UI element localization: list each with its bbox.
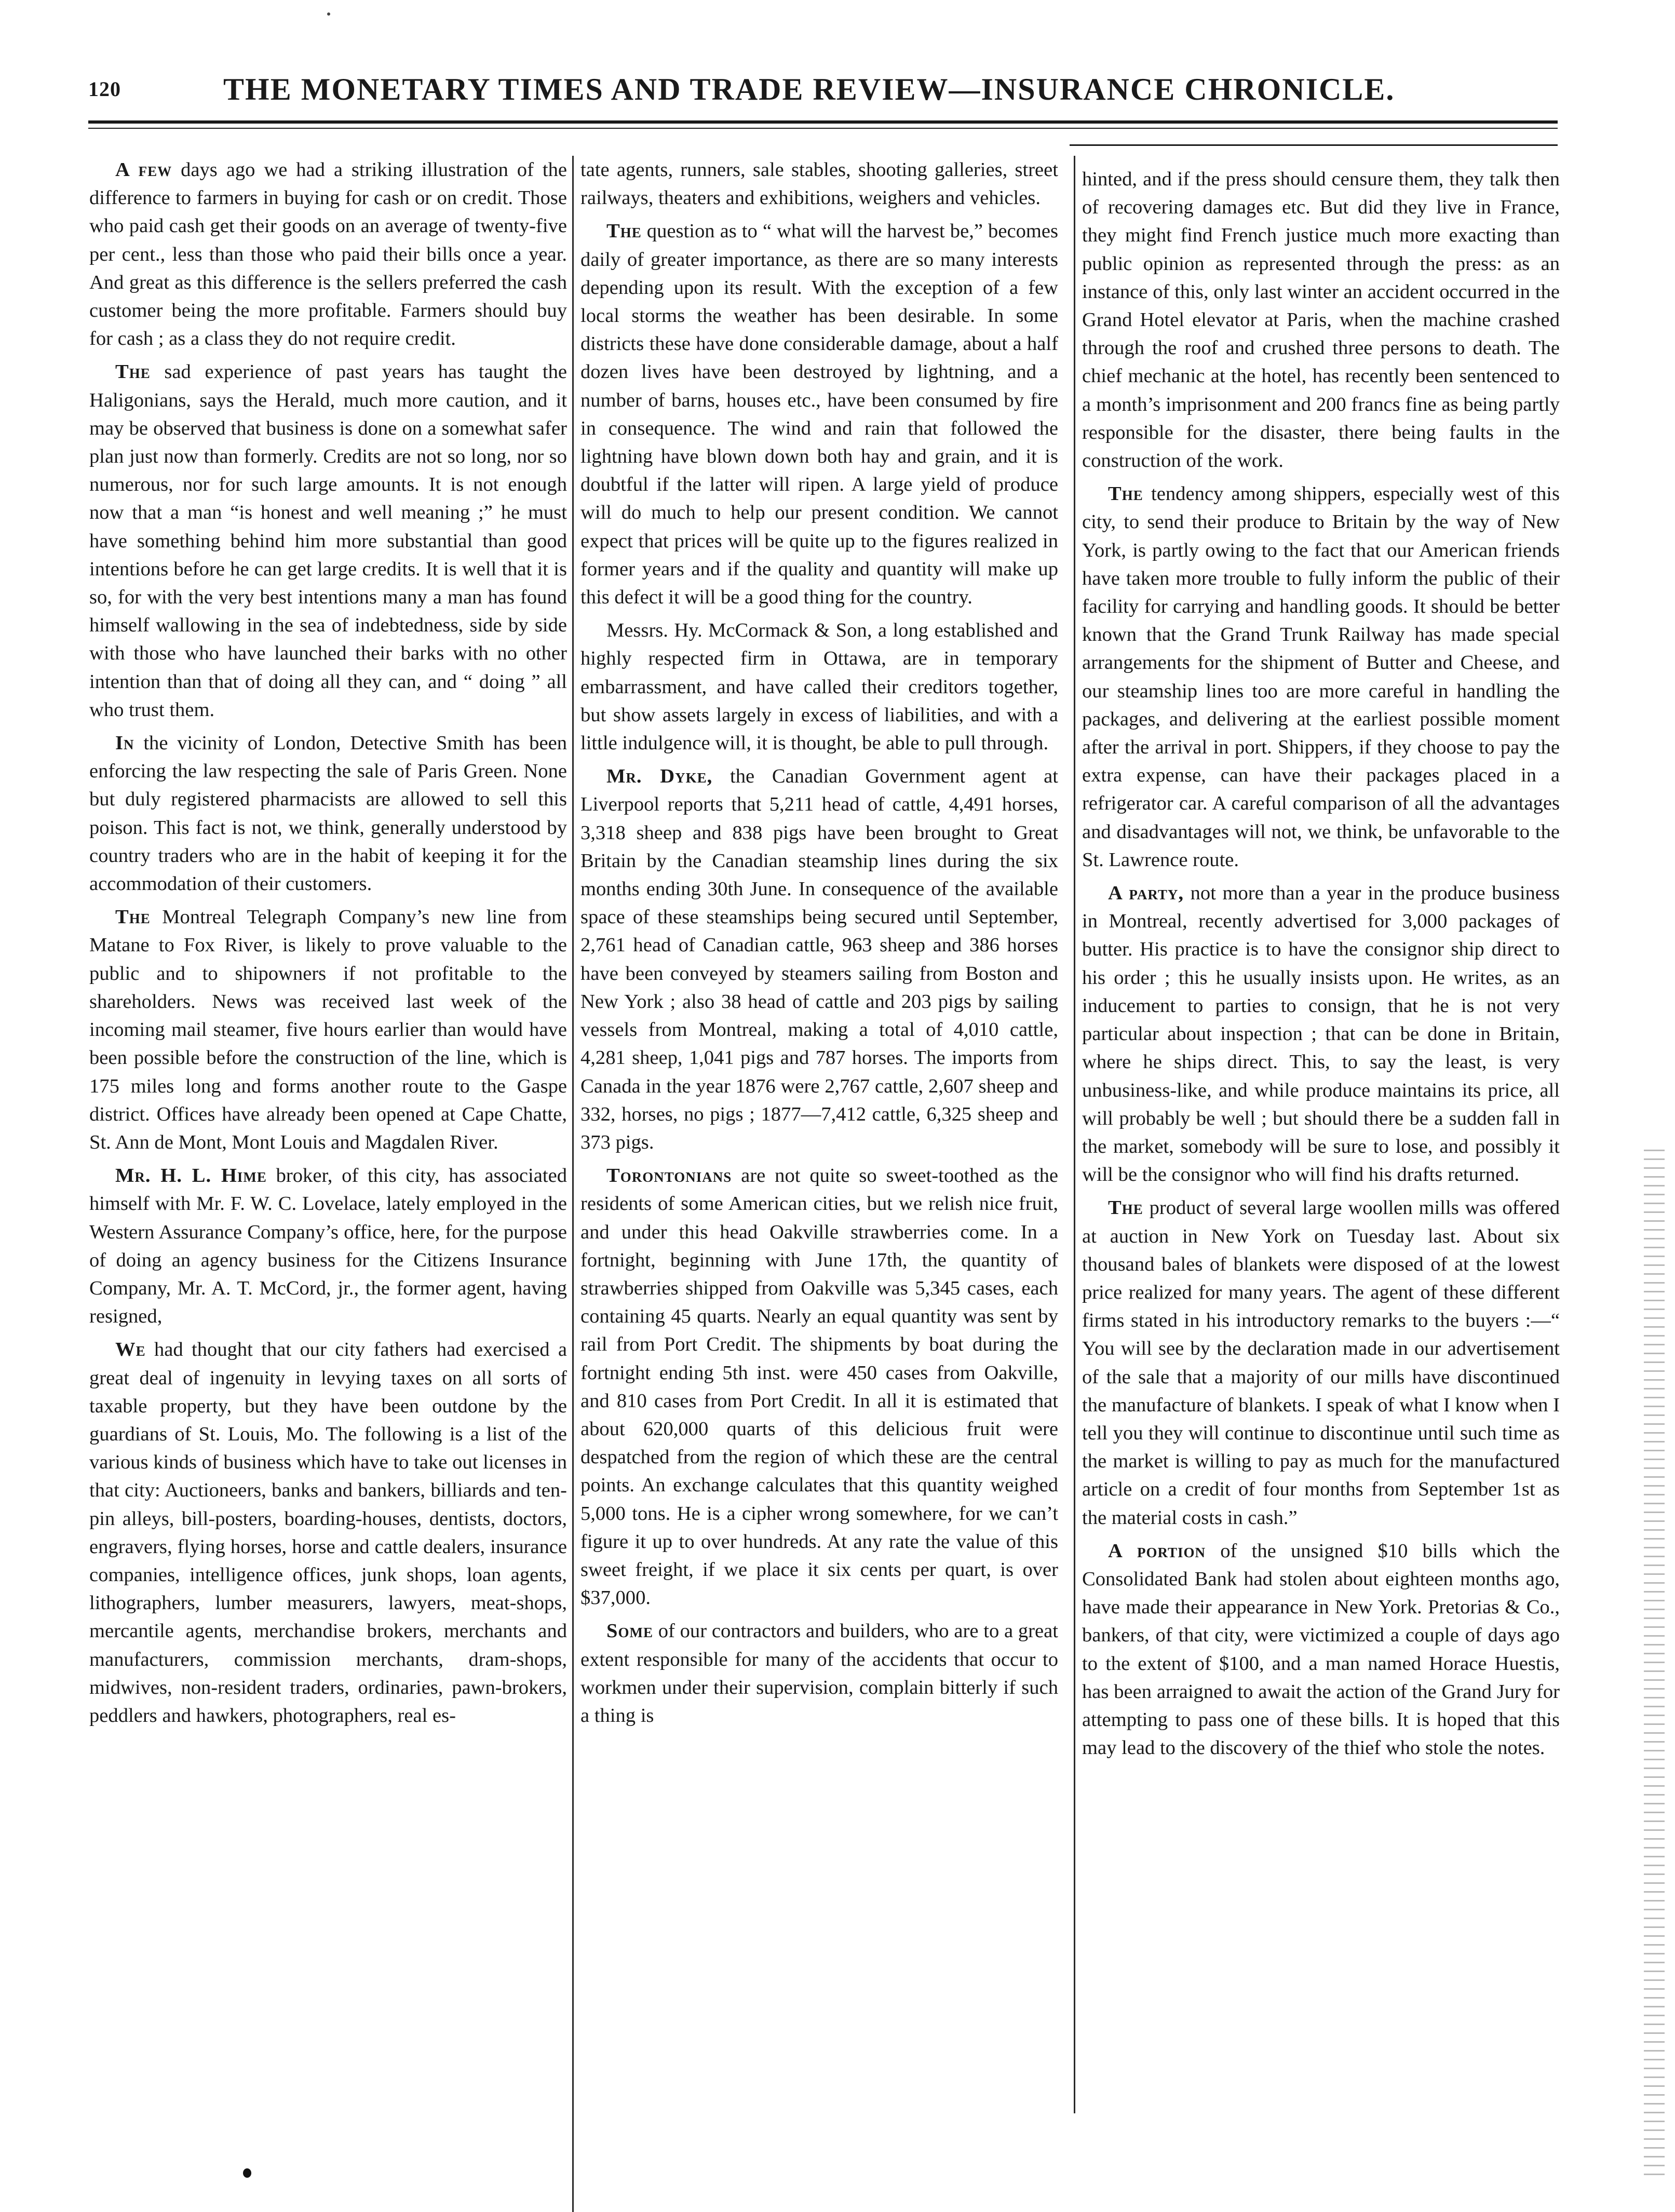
article-paragraph <box>580 762 1058 1156</box>
paragraph-lead-in: A portion <box>1108 1540 1206 1562</box>
article-paragraph <box>89 1336 567 1730</box>
paragraph-text: Messrs. Hy. McCormack & Son, a long established and highly respected firm in Ottawa, are in temporary embarrassment, and have called their creditors together, but show assets largely in excess of liabilities, and with a little indulgence will, it is thought, be able to pull through. <box>580 619 1058 754</box>
article-paragraph <box>1082 165 1560 475</box>
article-paragraph <box>89 156 567 353</box>
paragraph-lead-in: The <box>1108 483 1143 505</box>
article-paragraph <box>580 1617 1058 1730</box>
paragraph-text: sad experience of past years has taught the Haligonians, says the Herald, much more caution, and it may be observed that business is done on a somewhat safer plan just now than formerly. Credits are not so long, nor so numerous, nor for such large amounts. It is not enough now that a man “is honest and well meaning ;” he must have something behind him more substantial than good intentions before he can get large credits. It is well that it is so, for with the very best intentions many a man has found himself wallowing in the sea of indebtedness, side by side with those who have launched their barks with no other intention than that of doing all they can, and “ doing ” all who trust them. <box>89 361 567 721</box>
paragraph-text: had thought that our city fathers had exercised a great deal of ingenuity in levying taxes on all sorts of taxable property, but they have been outdone by the guardians of St. Louis, Mo. The following is a list of the various kinds of business which have to take out licenses in that city: Auctioneers, banks and bankers, billiards and ten-pin alleys, bill-posters, boarding-houses, dentists, doctors, engravers, flying horses, horse and cattle dealers, insurance companies, intelligence offices, junk shops, loan agents, lithographers, lumber measurers, lawyers, meat-shops, mercantile agents, merchandise brokers, merchants and manufacturers, commission merchants, dram-shops, midwives, non-resident traders, ordinaries, pawn-brokers, peddlers and hawkers, photographers, real es- <box>89 1339 567 1727</box>
paragraph-text: Montreal Telegraph Company’s new line from Matane to Fox River, is likely to prove valuable to the public and to shipowners if not profitable to the shareholders. News was received last week of the incoming mail steamer, five hours earlier than would have been possible before the construction of the line, which is 175 miles long and forms another route to the Gaspe district. Offices have already been opened at Cape Chatte, St. Ann de Mont, Mont Louis and Magdalen River. <box>89 906 567 1153</box>
running-title: THE MONETARY TIMES AND TRADE REVIEW—INSURANCE CHRONICLE. <box>223 72 1395 106</box>
paragraph-text: of our contractors and builders, who are to a great extent responsible for many of the accidents that occur to workmen under their supervision, complain bitterly if such a thing is <box>580 1620 1058 1727</box>
article-paragraph <box>580 1162 1058 1612</box>
paragraph-text: product of several large woollen mills was offered at auction in New York on Tuesday last. About six thousand bales of blankets were disposed of at the lowest price realized for many years. The agent of these different firms stated in his introductory remarks to the buyers :—“ You will see by the declaration made in our advertisement of the sale that a majority of our mills have discontinued the manufacture of blankets. I speak of what I know when I tell you they will continue to discontinue until such time as the market is willing to pay as much for the manufactured article on a credit of four months from September 1st as the material costs in cash.” <box>1082 1197 1560 1529</box>
paragraph-lead-in: Mr. Dyke, <box>606 765 713 788</box>
article-paragraph <box>1082 879 1560 1189</box>
column-divider <box>572 156 574 2212</box>
ink-speck <box>327 12 330 16</box>
article-column-1 <box>89 156 567 2087</box>
header-rule-thick <box>88 120 1558 124</box>
article-paragraph <box>89 729 567 898</box>
paragraph-text: broker, of this city, has associated himself with Mr. F. W. C. Lovelace, lately employed in the Western Assurance Company’s office, here, for the purpose of doing an agency business for the Citizens Insurance Company, Mr. A. T. McCord, jr., the former agent, having resigned, <box>89 1165 567 1328</box>
paragraph-lead-in: In <box>115 732 134 754</box>
column-divider <box>1074 156 1075 2113</box>
article-paragraph <box>580 217 1058 611</box>
paragraph-lead-in: Mr. H. L. Hime <box>115 1165 267 1187</box>
paragraph-lead-in: Some <box>606 1620 653 1642</box>
page-number: 120 <box>88 77 121 101</box>
article-paragraph <box>89 903 567 1156</box>
paragraph-lead-in: The <box>115 906 151 928</box>
paragraph-lead-in: Torontonians <box>606 1165 732 1187</box>
article-column-2 <box>580 156 1058 2087</box>
paragraph-lead-in: The <box>115 361 151 383</box>
paragraph-text: days ago we had a striking illustration of the difference to farmers in buying for cash or on credit. Those who paid cash get their goods on an average of twenty-five per cent., less than those who paid their bills once a year. And great as this difference is the sellers preferred the cash customer being the more profitable. Farmers should buy for cash ; as a class they do not require credit. <box>89 159 567 350</box>
paragraph-lead-in: The <box>1108 1197 1143 1219</box>
paragraph-text: the Canadian Government agent at Liverpool reports that 5,211 head of cattle, 4,491 horses, 3,318 sheep and 838 pigs have been brought to Great Britain by the Canadian steamship lines during the six months ending 30th June. In consequence of the available space of these steamships being secured until September, 2,761 head of Canadian cattle, 963 sheep and 386 horses have been conveyed by steamers sailing from Boston and New York ; also 38 head of cattle and 203 pigs by sailing vessels from Montreal, making a total of 4,010 cattle, 4,281 sheep, 1,041 pigs and 787 horses. The imports from Canada in the year 1876 were 2,767 cattle, 2,607 sheep and 332, horses, no pigs ; 1877—7,412 cattle, 6,325 sheep and 373 pigs. <box>580 765 1058 1153</box>
column-top-rule <box>1070 144 1558 146</box>
article-paragraph <box>1082 1194 1560 1531</box>
header-rule-thin <box>88 128 1558 129</box>
article-paragraph <box>1082 480 1560 874</box>
paragraph-lead-in: A party, <box>1108 882 1184 905</box>
article-paragraph <box>1082 1537 1560 1762</box>
paragraph-text: not more than a year in the produce business in Montreal, recently advertised for 3,000 packages of butter. His practice is to have the consignor ship direct to his order ; this he usually insists upon. He writes, as an inducement to parties to consign, that he is not very particular about inspection ; that can be done in Britain, where he ships direct. This, to say the least, is very unbusiness-like, and while produce maintains its price, all will probably be well ; but should there be a sudden fall in the market, somebody will be sure to lose, and possibly it will be the consignor who will find his drafts returned. <box>1082 882 1560 1186</box>
paragraph-text: tendency among shippers, especially west of this city, to send their produce to Britain by the way of New York, is partly owing to the fact that our American friends have taken more trouble to fully inform the public of their facility for carrying and handling goods. It should be better known that the Grand Trunk Railway has made special arrangements for the shipment of Butter and Cheese, and our steamship lines too are more careful in handling the packages, and delivering at the earliest possible moment after the arrival in port. Shippers, if they choose to pay the extra expense, can have their packages placed in a refrigerator car. A careful comparison of all the advantages and disadvantages will not, we think, be unfavorable to the St. Lawrence route. <box>1082 483 1560 871</box>
paragraph-lead-in: We <box>115 1339 146 1361</box>
paragraph-lead-in: A few <box>115 159 172 181</box>
paragraph-text: are not quite so sweet-toothed as the residents of some American cities, but we relish nice fruit, and under this head Oakville strawberries come. In a fortnight, beginning with June 17th, the quantity of strawberries shipped from Oakville was 5,345 cases, each containing 45 quarts. Nearly an equal quantity was sent by rail from Port Credit. The shipments by boat during the fortnight ending 5th inst. were 450 cases from Oakville, and 810 cases from Port Credit. In all it is estimated that about 620,000 quarts of this delicious fruit were despatched from the region of which these are the central points. An exchange calculates that this quantity weighed 5,000 tons. He is a cipher wrong somewhere, for we can’t figure it up to over hundreds. At any rate the value of this sweet freight, if we place it six cents per quart, is over $37,000. <box>580 1165 1058 1609</box>
paragraph-text: question as to “ what will the harvest be,” becomes daily of greater importance, as there are so many interests depending upon its result. With the exception of a few local storms the weather has been desirable. In some districts these have done considerable damage, about a half dozen lives have been destroyed by lightning, and a number of barns, houses etc., have been consumed by fire in consequence. The wind and rain that followed the lightning have blown down both hay and grain, and it is doubtful if the latter will ripen. A large yield of produce will do much to help our present condition. We cannot expect that prices will be quite up to the figures realized in former years and if the quality and quantity will make up this defect it will be a good thing for the country. <box>580 220 1058 609</box>
paragraph-text: the vicinity of London, Detective Smith has been enforcing the law respecting the sale of Paris Green. None but duly registered pharmacists are allowed to sell this poison. This fact is not, we think, generally understood by country traders who are in the habit of keeping it for the accommodation of their customers. <box>89 732 567 895</box>
article-paragraph <box>580 156 1058 212</box>
article-paragraph <box>89 358 567 724</box>
paragraph-text: hinted, and if the press should censure them, they talk then of recovering damages etc. But did they live in France, they might find French justice much more exacting than public opinion as represented through the press: as an instance of this, only last winter an accident occurred in the Grand Hotel elevator at Paris, when the machine crashed through the roof and crushed three persons to death. The chief mechanic at the hotel, has recently been sentenced to a month’s imprisonment and 200 francs fine as being partly responsible for the disaster, there being faults in the construction of the work. <box>1082 168 1560 472</box>
article-paragraph <box>580 616 1058 757</box>
paragraph-text: tate agents, runners, sale stables, shooting galleries, street railways, theaters and exhibitions, weighers and vehicles. <box>580 159 1058 209</box>
ink-dot <box>243 2168 251 2178</box>
paragraph-text: of the unsigned $10 bills which the Consolidated Bank had stolen about eighteen months ago, have made their appearance in New York. Pretorias & Co., bankers, of that city, were victimized a couple of days ago to the extent of $100, and a man named Horace Huestis, has been arraigned to await the action of the Grand Jury for attempting to pass one of these bills. It is hoped that this may lead to the discovery of the thief who stole the notes. <box>1082 1540 1560 1759</box>
article-column-3 <box>1082 165 1560 2097</box>
article-paragraph <box>89 1162 567 1330</box>
scan-edge-texture <box>1644 1142 1665 2181</box>
paragraph-lead-in: The <box>606 220 642 242</box>
